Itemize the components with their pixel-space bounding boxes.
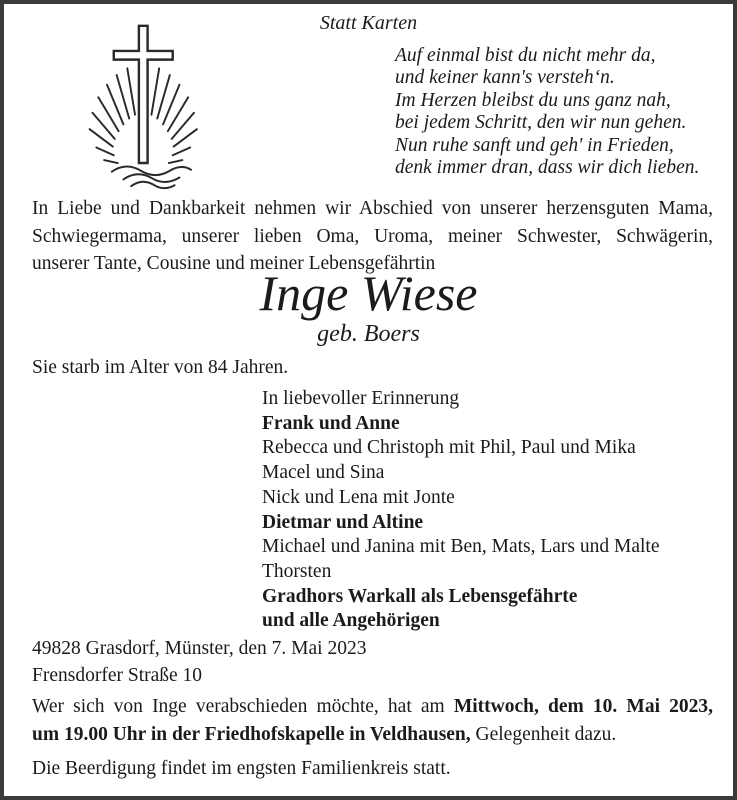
farewell-segment: Wer sich von Inge verabschieden möchte, hat am (32, 696, 454, 717)
remembrance-line: Dietmar und Altine (262, 511, 424, 533)
poem-line: Nun ruhe sanft und geh' in Frieden, (395, 134, 674, 156)
remembrance-line: In liebevoller Erinnerung (262, 388, 460, 409)
age-line: Sie starb im Alter von 84 Jahren. (32, 357, 289, 378)
poem-line: und keiner kann's versteh‘n. (395, 67, 615, 89)
remembrance-line: Michael und Janina mit Ben, Mats, Lars und Malte (262, 536, 660, 558)
poem-line: Auf einmal bist du nicht mehr da, (395, 45, 656, 66)
remembrance-line: Macel und Sina (262, 462, 385, 484)
farewell-paragraph (32, 693, 713, 749)
cross-rays-water-icon (74, 20, 226, 192)
memorial-poem (395, 45, 699, 179)
remembrance-line: und alle Angehörigen (262, 610, 440, 632)
remembrance-line: Frank und Anne (262, 412, 400, 434)
closing-line: Die Beerdigung findet im engsten Familienkreis statt. (32, 758, 451, 779)
statt-karten-label: Statt Karten (319, 12, 418, 34)
deceased-name: Inge Wiese (259, 265, 478, 321)
farewell-segment: Mittwoch, dem 10. Mai 2023, (453, 696, 713, 717)
poem-line: Im Herzen bleibst du uns ganz nah, (395, 89, 671, 111)
farewell-segment: um 19.00 Uhr in der Friedhofskapelle in Veldhausen, (32, 724, 471, 745)
remembrance-line: Rebecca und Christoph mit Phil, Paul und Mika (262, 437, 636, 459)
farewell-segment: Gelegenheit dazu. (470, 724, 617, 745)
remembrance-line: Thorsten (262, 560, 332, 582)
intro-line: unserer Tante, Cousine und meiner Lebensgefährtin (32, 253, 436, 274)
address-line-1: 49828 Grasdorf, Münster, den 7. Mai 2023 (32, 638, 367, 659)
intro-line: In Liebe und Dankbarkeit nehmen wir Abschied von unserer herzensguten Mama, (32, 198, 713, 219)
remembrance-list (262, 387, 660, 634)
farewell-line-1 (32, 693, 713, 721)
poem-line: denk immer dran, dass wir dich lieben. (395, 157, 700, 179)
poem-line: bei jedem Schritt, den wir nun gehen. (395, 112, 687, 134)
farewell-line-2 (32, 721, 713, 749)
maiden-name: geb. Boers (317, 321, 420, 347)
intro-line: Schwiegermama, unserer lieben Oma, Uroma, meiner Schwester, Schwägerin, (32, 225, 713, 247)
address-line-2: Frensdorfer Straße 10 (32, 664, 203, 686)
remembrance-line: Nick und Lena mit Jonte (262, 486, 455, 508)
remembrance-line: Gradhors Warkall als Lebensgefährte (262, 585, 578, 607)
address-block (32, 636, 713, 689)
